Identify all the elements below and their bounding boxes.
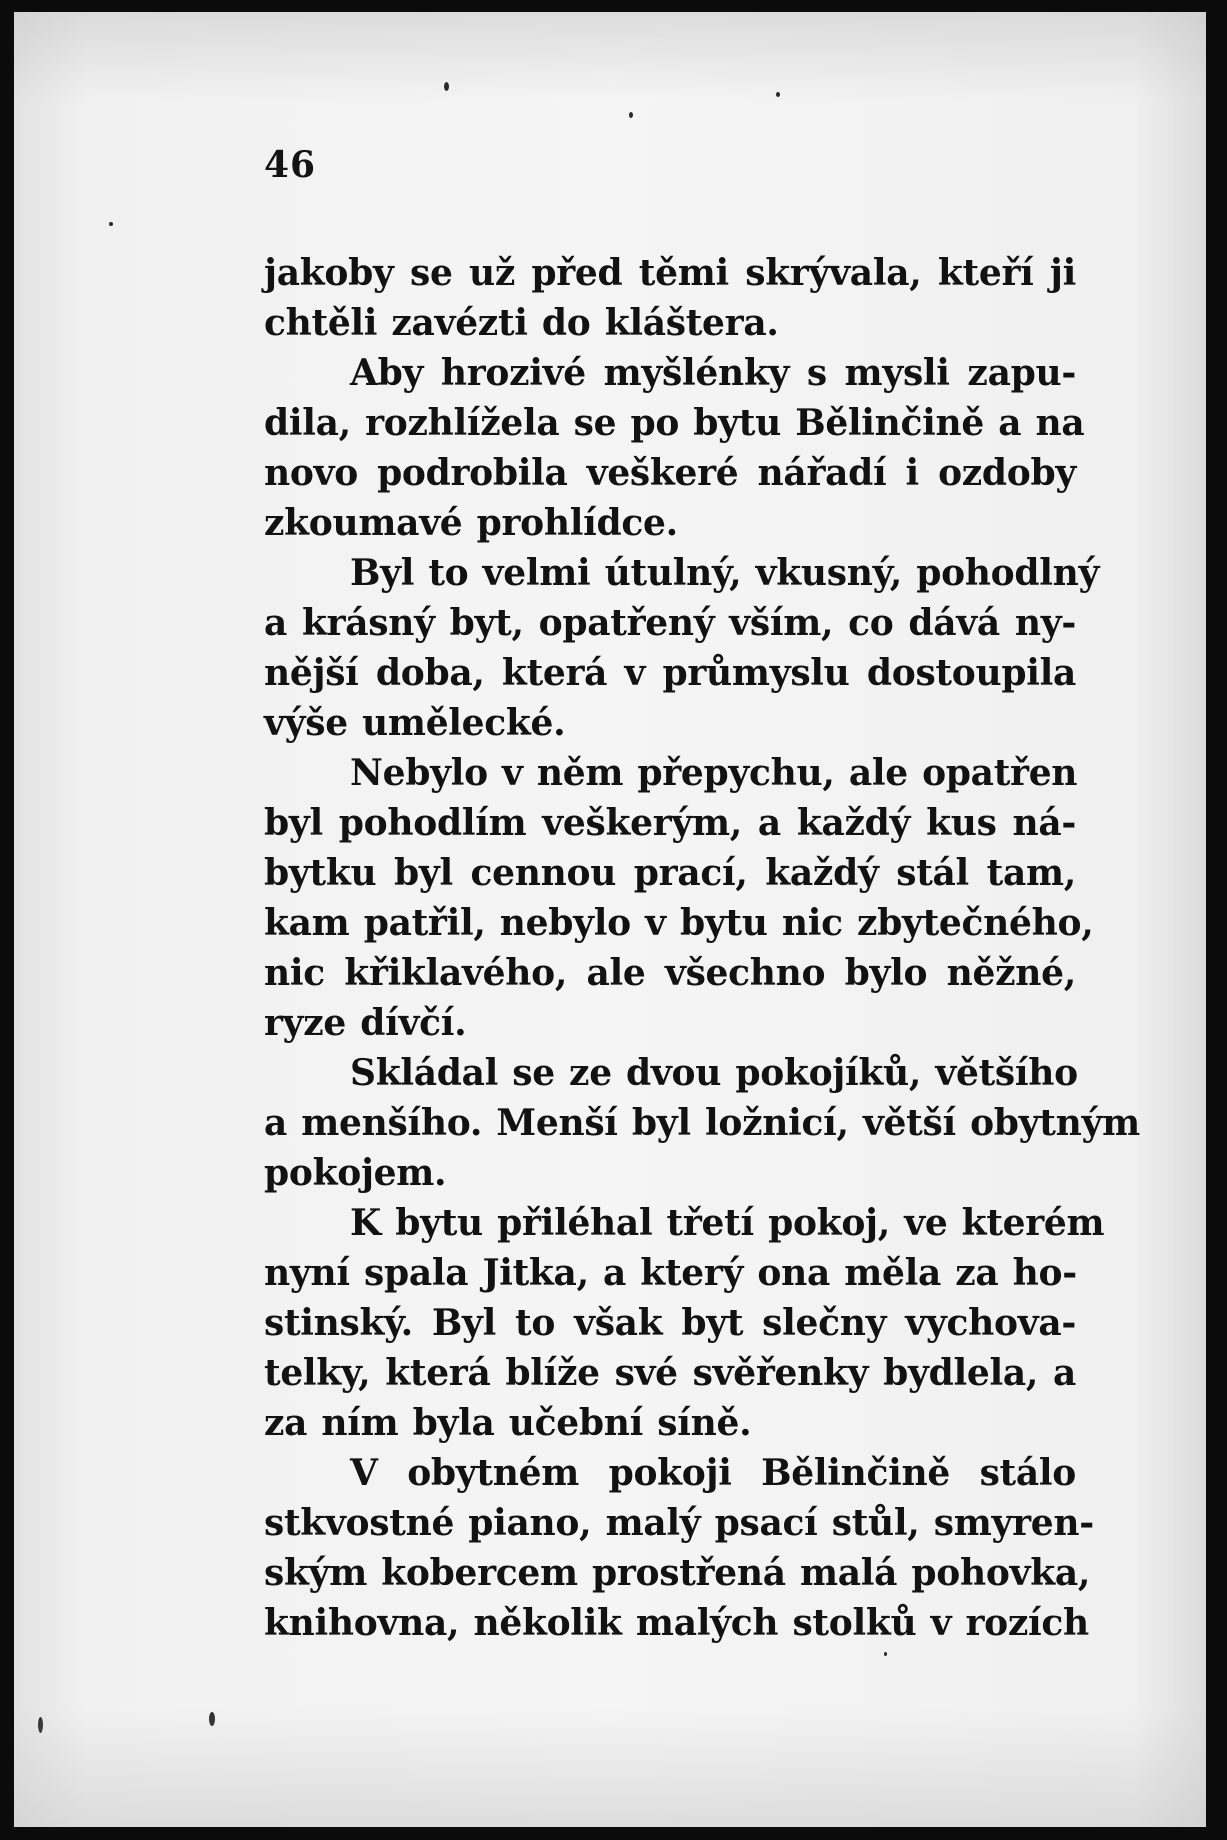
- text-line: stkvostné piano, malý psací stůl, smyren-: [264, 1502, 1094, 1544]
- text-line: dila, rozhlížela se po bytu Bělinčině a na: [264, 402, 1085, 444]
- text-line: Aby hrozivé myšlénky s mysli zapu-: [350, 352, 1076, 394]
- text-line: nyní spala Jitka, a který ona měla za ho-: [264, 1252, 1077, 1294]
- dust-speck: [629, 112, 633, 118]
- dust-speck: [38, 1717, 43, 1733]
- body-text: [264, 248, 1140, 1648]
- dust-speck: [209, 1712, 215, 1726]
- dust-speck: [444, 82, 449, 91]
- text-line: bytku byl cennou prací, každý stál tam,: [264, 852, 1076, 894]
- text-line: chtěli zavézti do kláštera.: [264, 302, 779, 344]
- text-line: výše umělecké.: [264, 702, 566, 744]
- text-line: ským kobercem prostřená malá pohovka,: [264, 1552, 1091, 1594]
- text-line: kam patřil, nebylo v bytu nic zbytečného,: [264, 902, 1094, 944]
- text-line: ryze dívčí.: [264, 1002, 467, 1044]
- text-line: pokojem.: [264, 1152, 447, 1194]
- text-line: Nebylo v něm přepychu, ale opatřen: [350, 752, 1078, 794]
- text-line: V obytném pokoji Bělinčině stálo: [350, 1452, 1076, 1494]
- text-line: a krásný byt, opatřený vším, co dává ny-: [264, 602, 1076, 644]
- text-line: zkoumavé prohlídce.: [264, 502, 678, 544]
- text-line: nic křiklavého, ale všechno bylo něžné,: [264, 952, 1076, 994]
- text-line: telky, která blíže své svěřenky bydlela, a: [264, 1352, 1076, 1394]
- dust-speck: [776, 92, 780, 97]
- text-line: byl pohodlím veškerým, a každý kus ná-: [264, 802, 1076, 844]
- dust-speck: [884, 1652, 887, 1656]
- text-line: K bytu přiléhal třetí pokoj, ve kterém: [350, 1202, 1105, 1244]
- text-line: stinský. Byl to však byt slečny vychova-: [264, 1302, 1076, 1344]
- text-line: jakoby se už před těmi skrývala, kteří ji: [264, 252, 1076, 294]
- page-number: 46: [264, 144, 317, 186]
- book-page: [14, 12, 1206, 1827]
- text-line: knihovna, několik malých stolků v rozích: [264, 1602, 1089, 1644]
- text-line: Byl to velmi útulný, vkusný, pohodlný: [350, 552, 1100, 594]
- text-line: novo podrobila veškeré nářadí i ozdoby: [264, 452, 1076, 494]
- text-line: a menšího. Menší byl ložnicí, větší obytným: [264, 1102, 1140, 1144]
- dust-speck: [109, 222, 113, 226]
- text-line: za ním byla učební síně.: [264, 1402, 752, 1444]
- text-line: Skládal se ze dvou pokojíků, většího: [350, 1052, 1078, 1094]
- text-line: nější doba, která v průmyslu dostoupila: [264, 652, 1076, 694]
